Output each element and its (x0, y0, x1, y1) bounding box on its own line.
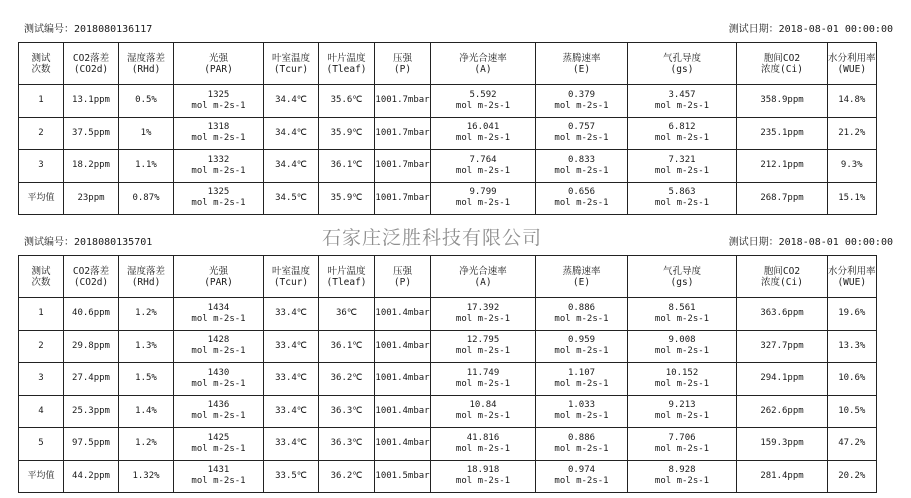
column-header-value: 湿度落差 (126, 265, 165, 277)
table-cell-unit: mol m-2s-1 (455, 378, 511, 389)
table-cell-unit: mol m-2s-1 (654, 133, 710, 144)
table-cell: 2 (19, 330, 64, 363)
table-cell: 33.5℃ (264, 460, 319, 493)
table-cell (628, 395, 737, 428)
table-cell (431, 85, 536, 118)
column-header-value: 净光合速率 (459, 265, 507, 277)
column-header (375, 43, 431, 85)
column-header-value: 测试 (31, 265, 51, 277)
column-header-value: 测试 (31, 52, 51, 64)
table-cell: 36.3℃ (319, 395, 375, 428)
table-cell: 36.2℃ (319, 363, 375, 396)
table-cell: 1001.4mbar (375, 298, 431, 331)
table-cell: 1.5% (119, 363, 174, 396)
table-cell (431, 330, 536, 363)
column-header-unit: (A) (474, 63, 492, 75)
table-cell-unit: mol m-2s-1 (554, 133, 609, 144)
table-cell: 97.5ppm (64, 428, 119, 461)
table-cell: 1001.4mbar (375, 395, 431, 428)
column-header-unit: 次数 (31, 63, 51, 75)
table-cell-value: 0.959 (567, 335, 596, 346)
column-header (536, 43, 628, 85)
table-cell-value: 10.84 (469, 400, 497, 411)
table-cell: 33.4℃ (264, 395, 319, 428)
table-cell (431, 395, 536, 428)
table-cell (536, 395, 628, 428)
table-cell (431, 182, 536, 215)
table-cell (174, 460, 264, 493)
table-cell: 34.4℃ (264, 117, 319, 150)
table-cell-value: 3.457 (668, 89, 696, 100)
table-cell-unit: mol m-2s-1 (554, 378, 609, 389)
table-cell: 212.1ppm (737, 150, 828, 183)
column-header-unit: 次数 (31, 276, 51, 288)
column-header (828, 256, 877, 298)
table-cell: 平均值 (19, 182, 64, 215)
column-header-value: 压强 (392, 52, 412, 64)
table-cell (174, 150, 264, 183)
table-cell: 1001.7mbar (375, 117, 431, 150)
table-cell (628, 182, 737, 215)
column-header (19, 256, 64, 298)
column-header (119, 256, 174, 298)
table-cell: 0.87% (119, 182, 174, 215)
table-cell: 281.4ppm (737, 460, 828, 493)
column-header-unit: (gs) (670, 276, 694, 288)
table-cell-value: 17.392 (466, 302, 500, 313)
table-cell (536, 330, 628, 363)
table-cell: 36.3℃ (319, 428, 375, 461)
table-cell-unit: mol m-2s-1 (654, 378, 710, 389)
table-cell-value: 9.213 (668, 400, 696, 411)
table-cell-value: 1430 (207, 367, 230, 378)
table-cell-unit: mol m-2s-1 (554, 100, 609, 111)
table-cell (536, 428, 628, 461)
table-cell: 1001.4mbar (375, 363, 431, 396)
table-cell: 1 (19, 85, 64, 118)
table-cell: 36.1℃ (319, 330, 375, 363)
table-row (19, 395, 877, 428)
column-header (737, 43, 828, 85)
column-header-value: 净光合速率 (459, 52, 507, 64)
table-cell-value: 7.706 (668, 432, 696, 443)
table-cell: 327.7ppm (737, 330, 828, 363)
table-cell-unit: mol m-2s-1 (191, 411, 246, 422)
column-header (319, 256, 375, 298)
section-2-header (24, 233, 893, 247)
table-cell-unit: mol m-2s-1 (554, 346, 609, 357)
table-cell: 19.6% (828, 298, 877, 331)
column-header-value: 叶室温度 (271, 265, 310, 277)
table-cell-value: 8.928 (668, 465, 696, 476)
column-header-value: 水分利用率 (828, 52, 876, 64)
table-cell: 0.5% (119, 85, 174, 118)
column-header-unit: (Tleaf) (326, 63, 367, 75)
header-row (19, 256, 877, 298)
column-header-unit: (PAR) (204, 276, 233, 288)
table-cell: 35.9℃ (319, 182, 375, 215)
column-header-value: 叶片温度 (327, 265, 366, 277)
table-cell: 235.1ppm (737, 117, 828, 150)
table-cell: 44.2ppm (64, 460, 119, 493)
column-header-unit: (Tcur) (273, 276, 309, 288)
table-cell-value: 41.816 (466, 432, 500, 443)
table-row (19, 330, 877, 363)
table-cell-value: 0.757 (567, 122, 596, 133)
table-cell (628, 428, 737, 461)
table-cell (174, 330, 264, 363)
table-cell-value: 1425 (207, 432, 230, 443)
table-cell-unit: mol m-2s-1 (554, 476, 609, 487)
table-row (19, 150, 877, 183)
table-cell: 1.2% (119, 298, 174, 331)
header-row (19, 43, 877, 85)
table-cell: 33.4℃ (264, 330, 319, 363)
table-cell-value: 16.041 (466, 122, 500, 133)
column-header-value: 湿度落差 (126, 52, 165, 64)
column-header-unit: (A) (474, 276, 492, 288)
table-cell: 1.3% (119, 330, 174, 363)
column-header-unit: (PAR) (204, 63, 233, 75)
table-cell: 9.3% (828, 150, 877, 183)
table-cell (431, 363, 536, 396)
column-header-value: 胞间CO2 (763, 265, 801, 277)
table-cell (174, 117, 264, 150)
table-cell (174, 182, 264, 215)
table-cell-unit: mol m-2s-1 (455, 411, 511, 422)
table-cell-unit: mol m-2s-1 (654, 346, 710, 357)
table-cell (536, 363, 628, 396)
table-cell-value: 1318 (207, 122, 230, 133)
table-cell-unit: mol m-2s-1 (455, 198, 511, 209)
table-cell-unit: mol m-2s-1 (455, 346, 511, 357)
table-cell-value: 1431 (207, 465, 230, 476)
table-cell (628, 330, 737, 363)
table-cell: 36.1℃ (319, 150, 375, 183)
table-cell-value: 1325 (207, 187, 230, 198)
table-cell: 1% (119, 117, 174, 150)
column-header-unit: (CO2d) (73, 63, 109, 75)
table-cell-value: 1332 (207, 154, 230, 165)
table-row (19, 298, 877, 331)
table-cell: 29.8ppm (64, 330, 119, 363)
table-cell (431, 298, 536, 331)
table-cell-unit: mol m-2s-1 (654, 476, 710, 487)
column-header (828, 43, 877, 85)
table-cell (536, 85, 628, 118)
table-cell: 33.4℃ (264, 428, 319, 461)
table-cell-value: 1.107 (567, 367, 596, 378)
column-header-value: 蒸腾速率 (562, 265, 601, 277)
table-cell-unit: mol m-2s-1 (654, 411, 710, 422)
table-cell-value: 6.812 (668, 122, 696, 133)
table-cell: 34.4℃ (264, 150, 319, 183)
table-cell (628, 298, 737, 331)
table-cell-unit: mol m-2s-1 (191, 198, 246, 209)
table-cell: 20.2% (828, 460, 877, 493)
table-cell-unit: mol m-2s-1 (554, 198, 609, 209)
table-cell-value: 5.863 (668, 187, 696, 198)
table-cell-unit: mol m-2s-1 (654, 165, 710, 176)
column-header-unit: (Tleaf) (326, 276, 367, 288)
table-cell (431, 117, 536, 150)
table-cell-unit: mol m-2s-1 (554, 411, 609, 422)
table-cell: 34.5℃ (264, 182, 319, 215)
table-cell-value: 0.379 (567, 89, 596, 100)
table-cell: 1 (19, 298, 64, 331)
table-cell-value: 0.656 (567, 187, 596, 198)
column-header-unit: 浓度(Ci) (761, 63, 803, 75)
column-header-unit: (Tcur) (273, 63, 309, 75)
table-cell-unit: mol m-2s-1 (554, 443, 609, 454)
column-header-unit: (RHd) (131, 63, 161, 75)
results-table-2 (18, 255, 877, 493)
table-cell-unit: mol m-2s-1 (191, 100, 246, 111)
column-header (64, 43, 119, 85)
table-cell (431, 428, 536, 461)
table-cell-value: 1428 (207, 335, 230, 346)
table-cell-value: 1325 (207, 89, 230, 100)
table-cell (628, 460, 737, 493)
column-header (19, 43, 64, 85)
table-cell-unit: mol m-2s-1 (455, 443, 511, 454)
table-cell: 36.2℃ (319, 460, 375, 493)
table-cell-unit: mol m-2s-1 (191, 443, 246, 454)
column-header-value: 水分利用率 (828, 265, 876, 277)
table-cell-value: 7.321 (668, 154, 696, 165)
table-cell (174, 428, 264, 461)
table-cell-unit: mol m-2s-1 (654, 100, 710, 111)
table-cell-value: 11.749 (466, 367, 500, 378)
column-header-value: 叶室温度 (271, 52, 310, 64)
column-header-value: 气孔导度 (662, 265, 701, 277)
table-cell-unit: mol m-2s-1 (455, 476, 511, 487)
table-cell: 27.4ppm (64, 363, 119, 396)
table-cell-unit: mol m-2s-1 (191, 378, 246, 389)
column-header (536, 256, 628, 298)
column-header (431, 256, 536, 298)
table-cell-unit: mol m-2s-1 (554, 165, 609, 176)
table-cell-value: 0.974 (567, 465, 596, 476)
table-cell-value: 7.764 (469, 154, 497, 165)
column-header-unit: (RHd) (131, 276, 161, 288)
table-cell-unit: mol m-2s-1 (654, 313, 710, 324)
table-cell: 25.3ppm (64, 395, 119, 428)
table-row (19, 460, 877, 493)
table-cell: 14.8% (828, 85, 877, 118)
table-cell (628, 117, 737, 150)
table-cell-value: 12.795 (466, 335, 500, 346)
test-id: 测试编号：2018080136117 (24, 24, 153, 35)
table-cell-value: 0.833 (567, 154, 596, 165)
table-cell: 21.2% (828, 117, 877, 150)
table-cell: 159.3ppm (737, 428, 828, 461)
table-cell-value: 18.918 (466, 465, 500, 476)
table-cell-unit: mol m-2s-1 (654, 443, 710, 454)
table-cell (536, 117, 628, 150)
table-cell: 1001.4mbar (375, 428, 431, 461)
test-date: 测试日期：2018-08-01 00:00:00 (728, 24, 893, 35)
column-header (319, 43, 375, 85)
column-header-value: 气孔导度 (662, 52, 701, 64)
table-cell-unit: mol m-2s-1 (191, 476, 246, 487)
table-cell: 40.6ppm (64, 298, 119, 331)
table-cell (536, 182, 628, 215)
column-header-value: 压强 (392, 265, 412, 277)
column-header-value: 胞间CO2 (763, 52, 801, 64)
table-row (19, 363, 877, 396)
table-cell: 37.5ppm (64, 117, 119, 150)
table-cell: 35.6℃ (319, 85, 375, 118)
table-cell (174, 363, 264, 396)
table-cell: 5 (19, 428, 64, 461)
table-cell (174, 298, 264, 331)
table-cell: 1001.7mbar (375, 85, 431, 118)
table-cell (536, 298, 628, 331)
column-header (431, 43, 536, 85)
table-cell: 10.6% (828, 363, 877, 396)
results-table-1 (18, 42, 877, 215)
table-cell: 358.9ppm (737, 85, 828, 118)
table-cell-unit: mol m-2s-1 (191, 346, 246, 357)
test-id: 测试编号：2018080135701 (24, 237, 153, 248)
column-header (174, 256, 264, 298)
table-cell: 294.1ppm (737, 363, 828, 396)
table-cell-value: 1436 (207, 400, 230, 411)
table-cell (628, 85, 737, 118)
column-header-value: 蒸腾速率 (562, 52, 601, 64)
test-date: 测试日期：2018-08-01 00:00:00 (728, 237, 893, 248)
table-cell: 34.4℃ (264, 85, 319, 118)
table-cell: 33.4℃ (264, 298, 319, 331)
table-cell-value: 1.033 (567, 400, 596, 411)
table-cell (174, 395, 264, 428)
table-cell: 15.1% (828, 182, 877, 215)
column-header-unit: (P) (393, 276, 412, 288)
table-cell-unit: mol m-2s-1 (191, 133, 246, 144)
column-header (119, 43, 174, 85)
table-cell: 3 (19, 363, 64, 396)
column-header (264, 256, 319, 298)
table-cell: 13.3% (828, 330, 877, 363)
table-cell (536, 150, 628, 183)
column-header-value: 光强 (208, 265, 228, 277)
column-header-unit: (E) (572, 63, 591, 75)
table-cell (431, 150, 536, 183)
table-cell: 1001.7mbar (375, 150, 431, 183)
table-cell: 363.6ppm (737, 298, 828, 331)
column-header-unit: (gs) (670, 63, 694, 75)
table-cell: 18.2ppm (64, 150, 119, 183)
table-cell: 35.9℃ (319, 117, 375, 150)
table-cell-value: 5.592 (469, 89, 497, 100)
table-row (19, 117, 877, 150)
column-header-value: CO2落差 (72, 52, 110, 64)
table-cell: 47.2% (828, 428, 877, 461)
table-cell-value: 1434 (207, 302, 230, 313)
table-cell-unit: mol m-2s-1 (455, 133, 511, 144)
table-cell: 3 (19, 150, 64, 183)
table-cell: 4 (19, 395, 64, 428)
column-header-unit: (CO2d) (73, 276, 109, 288)
table-cell: 1001.5mbar (375, 460, 431, 493)
column-header-unit: 浓度(Ci) (761, 276, 803, 288)
table-cell: 23ppm (64, 182, 119, 215)
column-header (628, 43, 737, 85)
table-cell: 1001.7mbar (375, 182, 431, 215)
table-cell: 13.1ppm (64, 85, 119, 118)
table-cell-unit: mol m-2s-1 (191, 165, 246, 176)
table-cell-value: 9.008 (668, 335, 696, 346)
table-cell-value: 0.886 (567, 432, 596, 443)
column-header (174, 43, 264, 85)
table-cell: 平均值 (19, 460, 64, 493)
table-cell-unit: mol m-2s-1 (654, 198, 710, 209)
column-header (264, 43, 319, 85)
table-cell (628, 363, 737, 396)
table-cell (431, 460, 536, 493)
table-cell: 10.5% (828, 395, 877, 428)
table-cell-unit: mol m-2s-1 (554, 313, 609, 324)
table-cell-value: 0.886 (567, 302, 596, 313)
table-cell-unit: mol m-2s-1 (455, 100, 511, 111)
column-header-value: CO2落差 (72, 265, 110, 277)
section-1-header (24, 20, 893, 34)
table-cell-value: 10.152 (665, 367, 699, 378)
table-cell: 1001.4mbar (375, 330, 431, 363)
column-header-value: 光强 (208, 52, 228, 64)
company-watermark: 石家庄泛胜科技有限公司 (322, 227, 543, 249)
table-row (19, 428, 877, 461)
table-row (19, 85, 877, 118)
column-header (64, 256, 119, 298)
table-cell (628, 150, 737, 183)
column-header-value: 叶片温度 (327, 52, 366, 64)
column-header-unit: (E) (572, 276, 591, 288)
table-cell: 2 (19, 117, 64, 150)
column-header (628, 256, 737, 298)
table-cell (174, 85, 264, 118)
table-cell: 36℃ (319, 298, 375, 331)
column-header (737, 256, 828, 298)
column-header-unit: (WUE) (837, 63, 867, 75)
table-cell: 262.6ppm (737, 395, 828, 428)
table-cell-unit: mol m-2s-1 (191, 313, 246, 324)
table-cell: 1.32% (119, 460, 174, 493)
table-cell: 268.7ppm (737, 182, 828, 215)
table-cell-value: 9.799 (469, 187, 497, 198)
table-cell: 1.2% (119, 428, 174, 461)
column-header-unit: (P) (393, 63, 412, 75)
column-header (375, 256, 431, 298)
table-cell-value: 8.561 (668, 302, 696, 313)
table-cell: 1.4% (119, 395, 174, 428)
table-cell-unit: mol m-2s-1 (455, 165, 511, 176)
table-cell: 1.1% (119, 150, 174, 183)
column-header-unit: (WUE) (837, 276, 867, 288)
table-cell-unit: mol m-2s-1 (455, 313, 511, 324)
table-cell (536, 460, 628, 493)
table-row (19, 182, 877, 215)
table-cell: 33.4℃ (264, 363, 319, 396)
